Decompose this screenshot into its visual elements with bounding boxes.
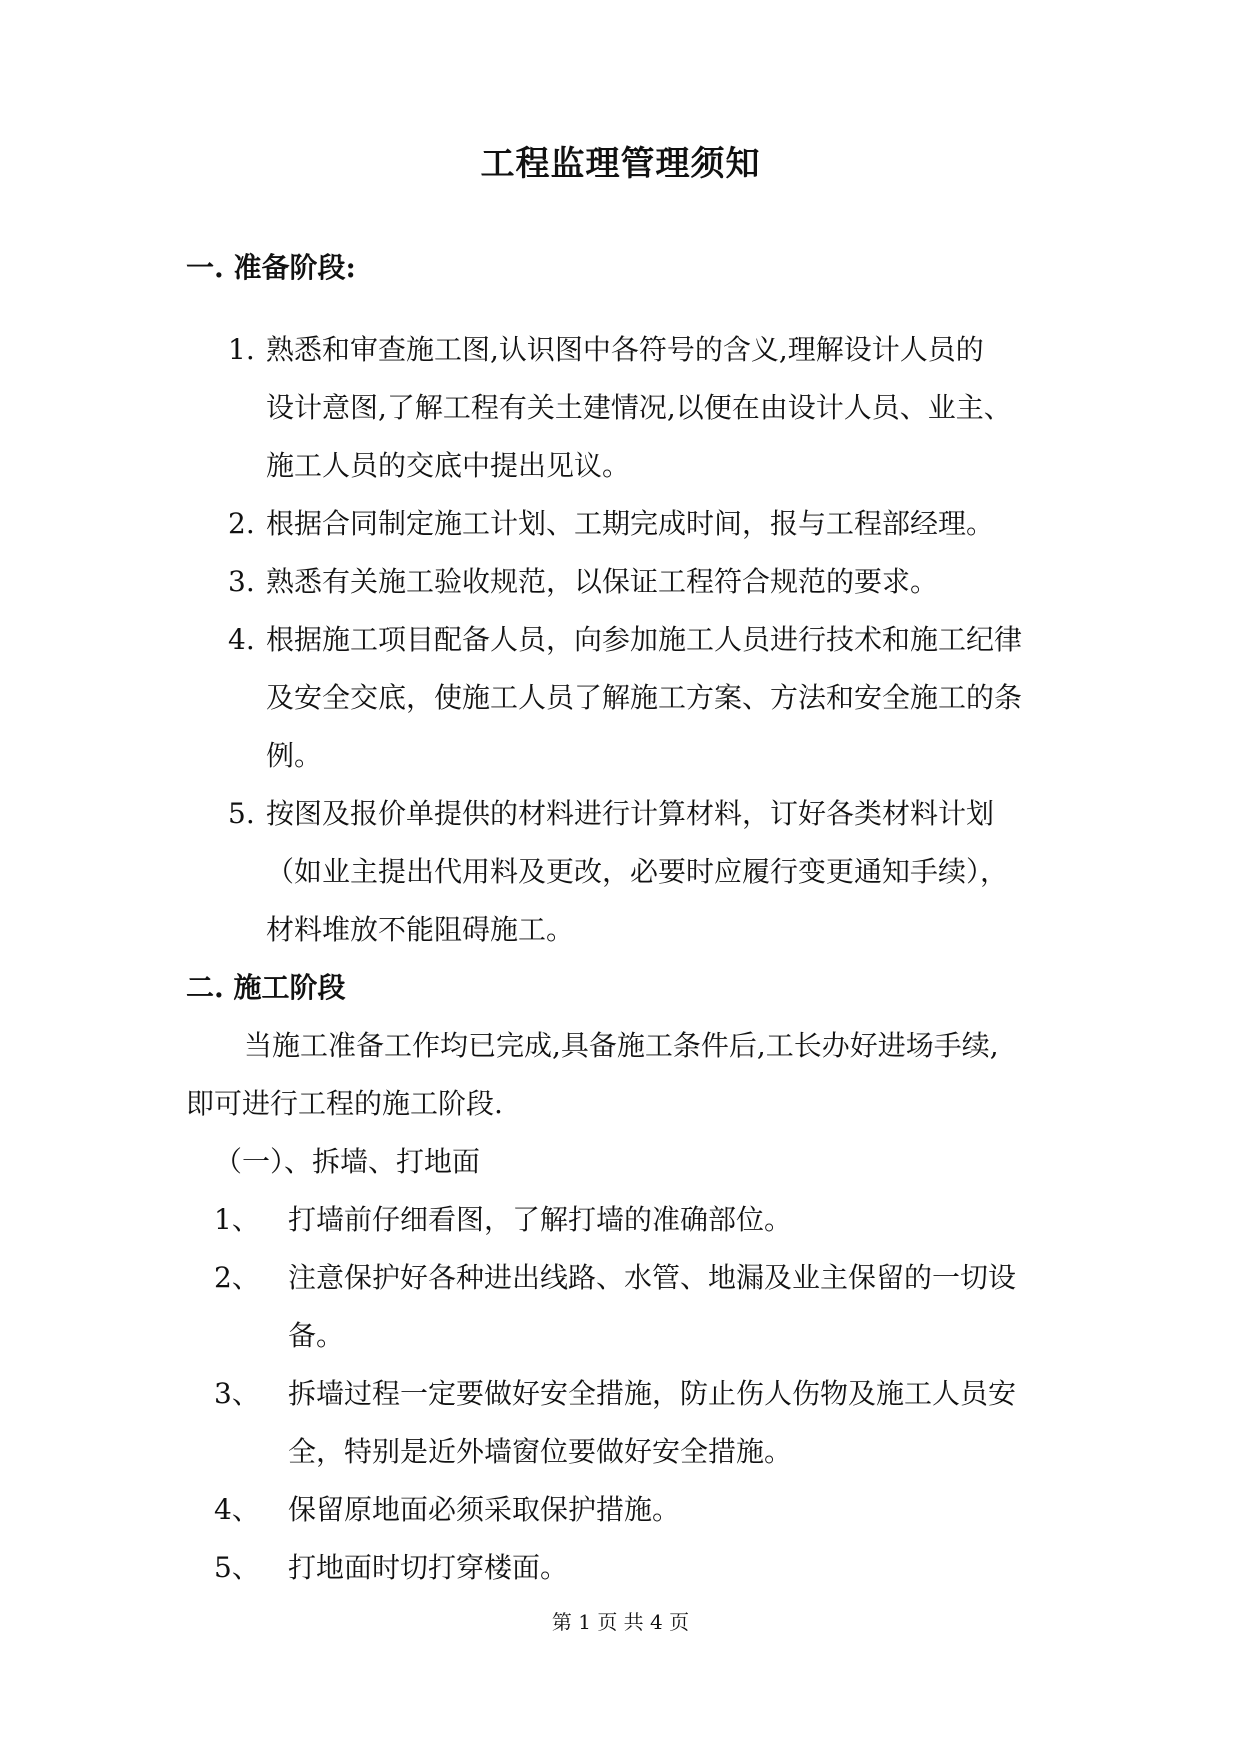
list-item-line: 备。: [288, 1319, 345, 1352]
list-item-line: （如业主提出代用料及更改，必要时应履行变更通知手续），: [266, 855, 1009, 888]
list-item-line: 根据合同制定施工计划、工期完成时间，报与工程部经理。: [266, 507, 995, 540]
section-heading-construction: 二. 施工阶段: [186, 971, 346, 1004]
list-item-number: 3、: [214, 1377, 260, 1410]
list-item-number: 2.: [228, 507, 255, 540]
subsection-heading: （一）、拆墙、打地面: [214, 1145, 481, 1178]
document-title: 工程监理管理须知: [480, 144, 761, 184]
list-item-number: 4、: [214, 1493, 260, 1526]
list-item-line: 熟悉有关施工验收规范，以保证工程符合规范的要求。: [266, 565, 939, 598]
section-heading-preparation: 一. 准备阶段:: [186, 251, 356, 284]
list-item-number: 4.: [228, 623, 255, 656]
list-item-line: 及安全交底，使施工人员了解施工方案、方法和安全施工的条: [266, 681, 1023, 714]
list-item-line: 打地面时切打穿楼面。: [288, 1551, 569, 1584]
list-item-number: 5.: [228, 797, 255, 830]
list-item-line: 例。: [266, 739, 323, 772]
list-item-line: 设计意图,了解工程有关土建情况,以便在由设计人员、业主、: [266, 391, 1012, 424]
list-item-line: 保留原地面必须采取保护措施。: [288, 1493, 681, 1526]
list-item-line: 施工人员的交底中提出见议。: [266, 449, 631, 482]
list-item-line: 拆墙过程一定要做好安全措施，防止伤人伤物及施工人员安: [288, 1377, 1017, 1410]
page-footer: 第 1 页 共 4 页: [551, 1610, 690, 1634]
paragraph-line: 即可进行工程的施工阶段.: [186, 1087, 503, 1120]
list-item-line: 根据施工项目配备人员，向参加施工人员进行技术和施工纪律: [266, 623, 1023, 656]
list-item-number: 1.: [228, 333, 255, 366]
list-item-line: 打墙前仔细看图，了解打墙的准确部位。: [288, 1203, 793, 1236]
list-item-line: 按图及报价单提供的材料进行计算材料，订好各类材料计划: [266, 797, 995, 830]
list-item-line: 全，特别是近外墙窗位要做好安全措施。: [288, 1435, 793, 1468]
list-item-line: 熟悉和审查施工图,认识图中各符号的含义,理解设计人员的: [266, 333, 984, 366]
list-item-line: 材料堆放不能阻碍施工。: [266, 913, 575, 946]
list-item-line: 注意保护好各种进出线路、水管、地漏及业主保留的一切设: [288, 1261, 1017, 1294]
list-item-number: 2、: [214, 1261, 260, 1294]
paragraph-line: 当施工准备工作均已完成,具备施工条件后,工长办好进场手续,: [244, 1029, 999, 1062]
list-item-number: 1、: [214, 1203, 260, 1236]
list-item-number: 3.: [228, 565, 255, 598]
list-item-number: 5、: [214, 1551, 260, 1584]
